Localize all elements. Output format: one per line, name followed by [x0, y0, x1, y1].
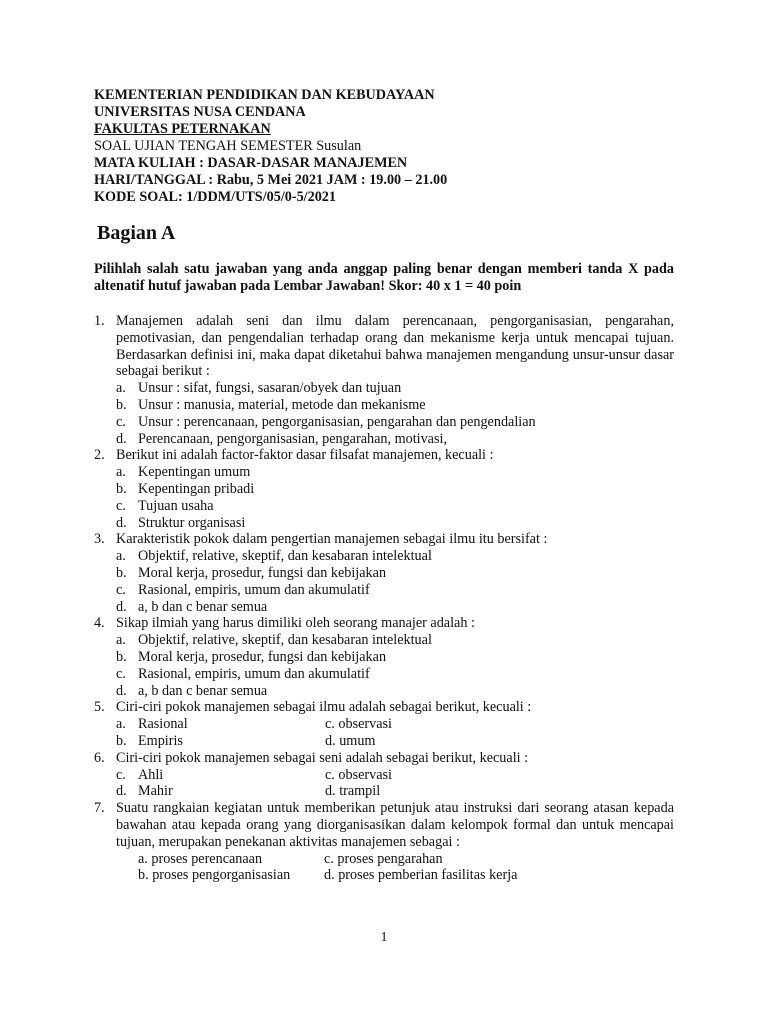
question-item [94, 699, 674, 749]
option-letter: b. [116, 732, 127, 749]
option-text: d. trampil [325, 783, 381, 800]
option-item [116, 599, 674, 616]
option-item [116, 565, 674, 582]
university-name: UNIVERSITAS NUSA CENDANA [94, 104, 306, 120]
option-letter: a. [116, 548, 126, 565]
option-text: d. umum [325, 732, 376, 749]
option-text: Tujuan usaha [138, 497, 214, 514]
option-letter: b. [116, 396, 127, 413]
question-text: Ciri-ciri pokok manajemen sebagai seni adalah sebagai berikut, kecuali : [116, 749, 529, 766]
exam-header [94, 87, 694, 206]
option-item [116, 380, 674, 397]
question-item [94, 313, 674, 447]
option-letter: d. [116, 682, 127, 699]
option-text: Kepentingan pribadi [138, 480, 255, 497]
question-item [94, 800, 674, 884]
option-letter: b. [116, 564, 127, 581]
question-number: 2. [94, 447, 105, 464]
option-text: Unsur : perencanaan, pengorganisasian, pengarahan dan pengendalian [138, 413, 536, 430]
option-row [116, 767, 674, 784]
option-text: c. proses pengarahan [324, 850, 443, 867]
option-item [116, 481, 674, 498]
question-text: Berikut ini adalah factor-faktor dasar filsafat manajemen, kecuali : [116, 447, 494, 464]
section-title: Bagian A [97, 222, 176, 244]
question-text: Karakteristik pokok dalam pengertian manajemen sebagai ilmu itu bersifat : [116, 531, 548, 548]
option-letter: c. [116, 766, 126, 783]
instruction-text: Pilihlah salah satu jawaban yang anda anggap paling benar dengan memberi tanda X pada altenatif hutuf jawaban pada Lembar Jawaban! Skor: 40 x 1 = 40 poin [94, 261, 674, 294]
question-text: Sikap ilmiah yang harus dimiliki oleh seorang manajer adalah : [116, 615, 475, 632]
option-item [116, 666, 674, 683]
question-item [94, 750, 674, 800]
option-letter: c. [116, 581, 126, 598]
option-text: Kepentingan umum [138, 464, 251, 481]
ministry-name: KEMENTERIAN PENDIDIKAN DAN KEBUDAYAAN [94, 87, 435, 103]
option-letter: c. [116, 665, 126, 682]
option-text: a. proses perencanaan [138, 850, 263, 867]
question-item [94, 615, 674, 699]
option-text: Moral kerja, prosedur, fungsi dan kebijakan [138, 648, 387, 665]
question-list [94, 313, 674, 884]
option-letter: c. [116, 497, 126, 514]
option-letter: a. [116, 632, 126, 649]
question-number: 5. [94, 699, 105, 716]
option-text: Rasional [138, 716, 188, 733]
option-text: Mahir [138, 783, 173, 800]
course-name: MATA KULIAH : DASAR-DASAR MANAJEMEN [94, 155, 408, 171]
question-number: 4. [94, 615, 105, 632]
option-text: Unsur : sifat, fungsi, sasaran/obyek dan tujuan [138, 380, 402, 397]
option-text: Objektif, relative, skeptif, dan kesabaran intelektual [138, 548, 432, 565]
option-letter: c. [116, 413, 126, 430]
exam-code: KODE SOAL: 1/DDM/UTS/05/0-5/2021 [94, 189, 336, 205]
option-item [116, 498, 674, 515]
question-text: Suatu rangkaian kegiatan untuk memberikan petunjuk atau instruksi dari seorang atasan kepada bawahan atau kepada orang yang diorganisasikan dalam kelompok formal dan untuk mencapai tujuan, merupakan penekanan aktivitas manajemen sebagai : [116, 800, 674, 850]
option-item [116, 632, 674, 649]
option-text: b. proses pengorganisasian [138, 867, 291, 884]
option-letter: b. [116, 648, 127, 665]
option-letter: a. [116, 380, 126, 397]
option-letter: a. [116, 716, 126, 733]
option-item [116, 414, 674, 431]
option-letter: d. [116, 598, 127, 615]
option-row [116, 783, 674, 800]
option-item [116, 683, 674, 700]
option-item [116, 548, 674, 565]
faculty-name: FAKULTAS PETERNAKAN [94, 121, 271, 137]
option-row [116, 851, 674, 868]
option-item [116, 649, 674, 666]
question-text: Manajemen adalah seni dan ilmu dalam perencanaan, pengorganisasian, pengarahan, pemotivasian, dan pengendalian terhadap orang dan mekanisme kerja untuk mencapai tujuan. Berdasarkan definisi ini, maka dapat diketahui bahwa manajemen mengandung unsur-unsur dasar sebagai berikut : [116, 313, 674, 380]
option-text: Ahli [138, 766, 164, 783]
option-text: Perencanaan, pengorganisasian, pengarahan, motivasi, [138, 430, 447, 447]
option-letter: d. [116, 783, 127, 800]
option-letter: a. [116, 464, 126, 481]
option-text: Unsur : manusia, material, metode dan mekanisme [138, 396, 426, 413]
option-text: Moral kerja, prosedur, fungsi dan kebijakan [138, 564, 387, 581]
option-text: a, b dan c benar semua [138, 682, 268, 699]
option-item [116, 397, 674, 414]
question-item [94, 447, 674, 531]
option-text: c. observasi [325, 766, 392, 783]
question-text: Ciri-ciri pokok manajemen sebagai ilmu adalah sebagai berikut, kecuali : [116, 699, 532, 716]
option-row [116, 716, 674, 733]
option-text: Rasional, empiris, umum dan akumulatif [138, 581, 370, 598]
option-text: d. proses pemberian fasilitas kerja [324, 867, 518, 884]
option-row [116, 733, 674, 750]
option-text: Struktur organisasi [138, 514, 246, 531]
option-item [116, 464, 674, 481]
exam-date-time: HARI/TANGGAL : Rabu, 5 Mei 2021 JAM : 19.00 – 21.00 [94, 172, 448, 188]
option-text: c. observasi [325, 716, 392, 733]
option-item [116, 431, 674, 448]
exam-title: SOAL UJIAN TENGAH SEMESTER Susulan [94, 138, 362, 154]
question-number: 1. [94, 313, 105, 329]
option-row [116, 867, 674, 884]
option-letter: d. [116, 514, 127, 531]
option-text: Empiris [138, 732, 183, 749]
option-letter: b. [116, 480, 127, 497]
option-item [116, 515, 674, 532]
option-text: Rasional, empiris, umum dan akumulatif [138, 665, 370, 682]
option-text: a, b dan c benar semua [138, 598, 268, 615]
option-letter: d. [116, 430, 127, 447]
question-item [94, 531, 674, 615]
question-number: 7. [94, 800, 105, 817]
option-text: Objektif, relative, skeptif, dan kesabaran intelektual [138, 632, 432, 649]
question-number: 6. [94, 749, 105, 766]
page-number: 1 [380, 930, 388, 945]
question-number: 3. [94, 531, 105, 548]
option-item [116, 582, 674, 599]
